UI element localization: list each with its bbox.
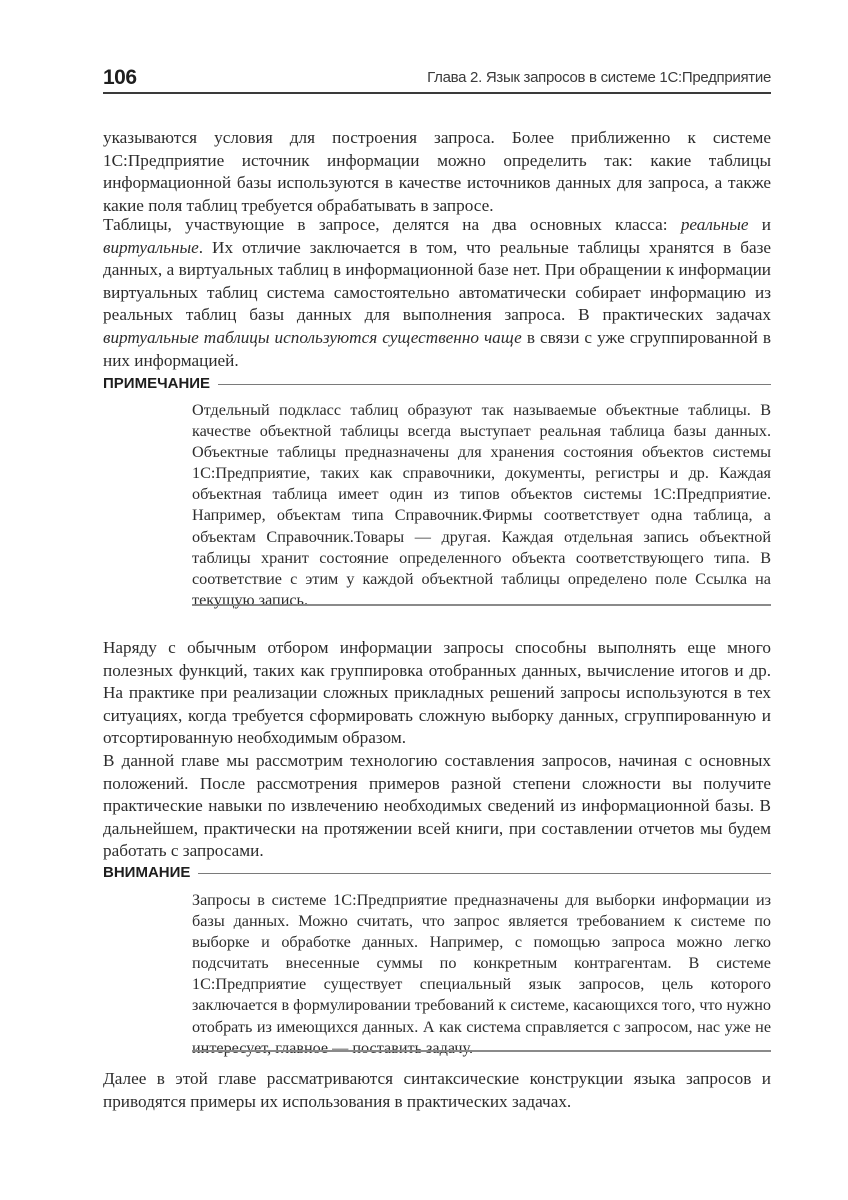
emphasis-virtual: виртуальные [103,237,199,257]
text-span: и [748,215,771,234]
running-title: Глава 2. Язык запросов в системе 1С:Предприятие [427,69,771,86]
text-span: Таблицы, участвующие в запросе, делятся на два основных класса: [103,215,681,234]
paragraph-sources: указываются условия для построения запроса. Более приближенно к системе 1С:Предприятие источник информации можно определить так: какие таблицы информационной базы используются в качестве источников данных для запроса, а также какие поля таблиц требуется обрабатывать в запросе. [103,128,771,215]
emphasis-virtual-usage: виртуальные таблицы используются существенно чаще [103,327,522,347]
note-heading-rule [218,384,771,385]
note-body: Отдельный подкласс таблиц образуют так называемые объектные таблицы. В качестве объектной таблицы всегда выступает реальная таблица базы данных. Объектные таблицы предназначены для хранения состояния объектов системы 1С:Предприятие, таких как справочники, документы, регистры и др. Каждая объектная таблица имеет один из типов объектов системы 1С:Предприятие. Например, объектам типа Справочник.Фирмы соответствует одна таблица, а объектам Справочник.Товары — другая. Каждая отдельная запись объектной таблицы хранит состояние определенного объекта соответствующего типа. В соответствие с этим у каждой объектной таблицы определено поле Ссылка на текущую запись. [192,401,771,609]
paragraph-chapter-outline: Далее в этой главе рассматриваются синтаксические конструкции языка запросов и приводятся примеры их использования в практических задачах. [103,1069,771,1111]
page-header [103,62,771,94]
page-number: 106 [103,66,137,89]
paragraph-query-functions: Наряду с обычным отбором информации запросы способны выполнять еще много полезных функций, таких как группировка отобранных данных, вычисление итогов и др. На практике при реализации сложных прикладных решений запросы используются в тех ситуациях, когда требуется сформировать сложную выборку данных, сгруппированную и отсортированную необходимым образом. [103,638,771,748]
warning-heading-rule [198,873,771,874]
emphasis-real: реальные [680,215,749,234]
text-span: в связи с уже сгруппированной в них информацией. [103,327,772,370]
note-label: ПРИМЕЧАНИЕ [103,374,211,392]
warning-body: Запросы в системе 1С:Предприятие предназначены для выборки информации из базы данных. Можно считать, что запрос является требованием к системе по выборке и обработке данных. Например, с помощью запроса можно легко подсчитать внесенные суммы по конкретным контрагентам. В системе 1С:Предприятие существует специальный язык запросов, цель которого заключается в формулировании требований к системе, касающихся того, что нужно отобрать из имеющихся данных. А как система справляется с запросом, нас уже не интересует, главное — поставить задачу. [192,891,771,1057]
note-bottom-rule [192,604,771,606]
text-span: . Их отличие заключается в том, что реальные таблицы хранятся в базе данных, а виртуальных таблиц в информационной базе нет. При обращении к информации виртуальных таблиц система самостоятельно автоматически собирает информацию из реальных таблиц базы данных для выполнения запроса. В практических задачах [103,237,771,325]
paragraph-chapter-overview: В данной главе мы рассмотрим технологию составления запросов, начиная с основных положений. После рассмотрения примеров разной степени сложности вы получите практические навыки по извлечению необходимых сведений из информационной базы. В дальнейшем, практически на протяжении всей книги, при составлении отчетов мы будем работать с запросами. [103,751,771,861]
note-heading [103,372,771,394]
warning-heading [103,861,771,883]
warning-bottom-rule [192,1050,771,1052]
paragraph-table-classes [103,214,771,372]
warning-label: ВНИМАНИЕ [103,863,191,881]
